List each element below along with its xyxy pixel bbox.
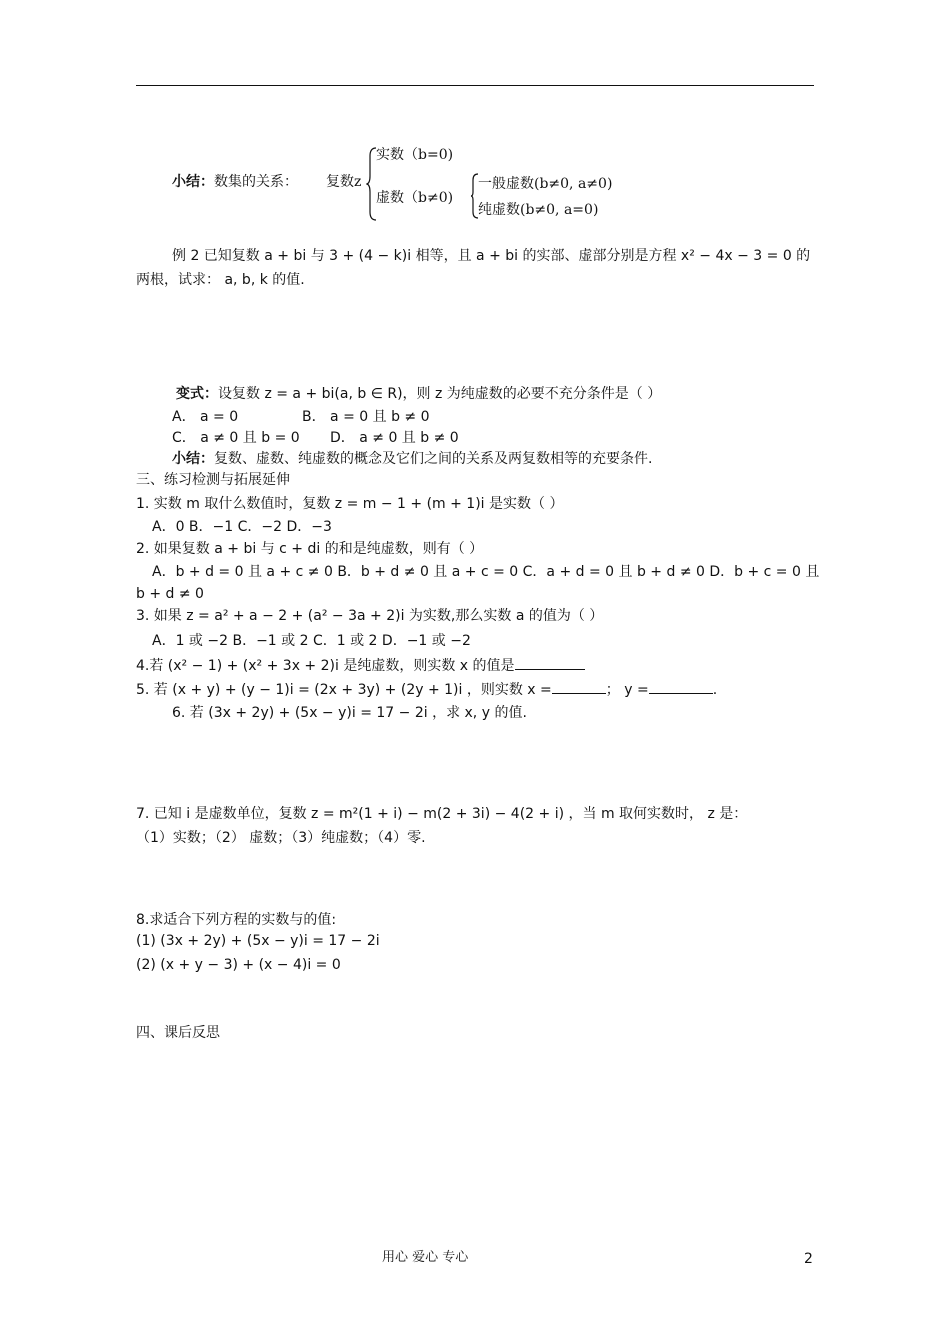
real-number-item: 实数（b=0) [376,147,454,163]
q5-end: . [712,682,718,698]
header-rule [136,85,814,86]
example2-line1: 例 2 已知复数 a + bi 与 3 + (4 − k)i 相等，且 a + bi 的实部、虚部分别是方程 x² − 4x − 3 = 0 的 [172,248,811,264]
q5 [136,679,717,700]
section3-heading: 三、练习检测与拓展延伸 [136,472,290,488]
q8-stem: 8.求适合下列方程的实数与的值: [136,912,337,928]
summary2-label: 小结： [172,451,214,467]
q4-stem: 4.若 (x² − 1) + (x² + 3x + 2)i 是纯虚数，则实数 x 的值是 [136,658,515,674]
summary1-heading [172,172,298,192]
q8-eq1: (1) (3x + 2y) + (5x − y)i = 17 − 2i [136,933,380,949]
example2-line2: 两根，试求： a, b, k 的值. [136,272,305,288]
q5-x-blank[interactable] [552,679,606,694]
q6-stem: 6. 若 (3x + 2y) + (5x − y)i = 17 − 2i ，求 x, y 的值. [172,705,527,721]
q1-options: A．0 B．−1 C．−2 D．−3 [152,519,332,535]
summary1-label: 小结： [172,174,214,190]
q2-options-cont: b + d ≠ 0 [136,586,204,602]
q5-mid: ； y = [605,682,649,698]
q3-options: A．1 或 −2 B．−1 或 2 C．1 或 2 D．−1 或 −2 [152,633,471,649]
q8-eq2: (2) (x + y − 3) + (x − 4)i = 0 [136,957,341,973]
q5-stem: 5. 若 (x + y) + (y − 1)i = (2x + 3y) + (2y + 1)i ，则实数 x = [136,682,552,698]
variant-label: 变式： [176,386,218,402]
variant-stem [176,384,661,404]
summary2-text: 复数、虚数、纯虚数的概念及它们之间的关系及两复数相等的充要条件. [214,451,653,467]
general-imaginary-item: 一般虚数(b≠0, a≠0) [478,176,613,192]
variant-option-a: A． a = 0 [172,409,239,425]
section4-heading: 四、课后反思 [136,1025,220,1041]
q2-options: A．b + d = 0 且 a + c ≠ 0 B．b + d ≠ 0 且 a + c = 0 C．a + d = 0 且 b + d ≠ 0 D．b + c = 0 且 [152,564,820,580]
q1-stem: 1. 实数 m 取什么数值时，复数 z = m − 1 + (m + 1)i 是实数（ ） [136,496,564,512]
footer-motto: 用心 爱心 专心 [382,1250,469,1265]
pure-imaginary-item: 纯虚数(b≠0, a=0) [478,202,599,218]
q3-stem: 3. 如果 z = a² + a − 2 + (a² − 3a + 2)i 为实数,那么实数 a 的值为（ ） [136,608,604,624]
q4 [136,655,585,676]
variant-option-d: D． a ≠ 0 且 b ≠ 0 [330,430,459,446]
q7-line2: （1）实数；（2） 虚数；（3）纯虚数；（4）零. [136,830,426,846]
q2-stem: 2. 如果复数 a + bi 与 c + di 的和是纯虚数，则有（ ） [136,541,484,557]
summary1-text: 数集的关系： [214,174,298,190]
q4-answer-blank[interactable] [515,655,585,670]
q7-line1: 7. 已知 i 是虚数单位，复数 z = m²(1 + i) − m(2 + 3i) − 4(2 + i) ，当 m 取何实数时， z 是： [136,806,748,822]
page-number: 2 [804,1251,813,1267]
summary2 [172,449,652,469]
imaginary-number-item: 虚数（b≠0) [376,190,454,206]
variant-option-c: C． a ≠ 0 且 b = 0 [172,430,300,446]
variant-option-b: B． a = 0 且 b ≠ 0 [302,409,430,425]
complex-number-label: 复数z [326,174,362,190]
q5-y-blank[interactable] [649,679,713,694]
variant-question: 设复数 z = a + bi(a, b ∈ R)，则 z 为纯虚数的必要不充分条件是（ ） [218,386,662,402]
